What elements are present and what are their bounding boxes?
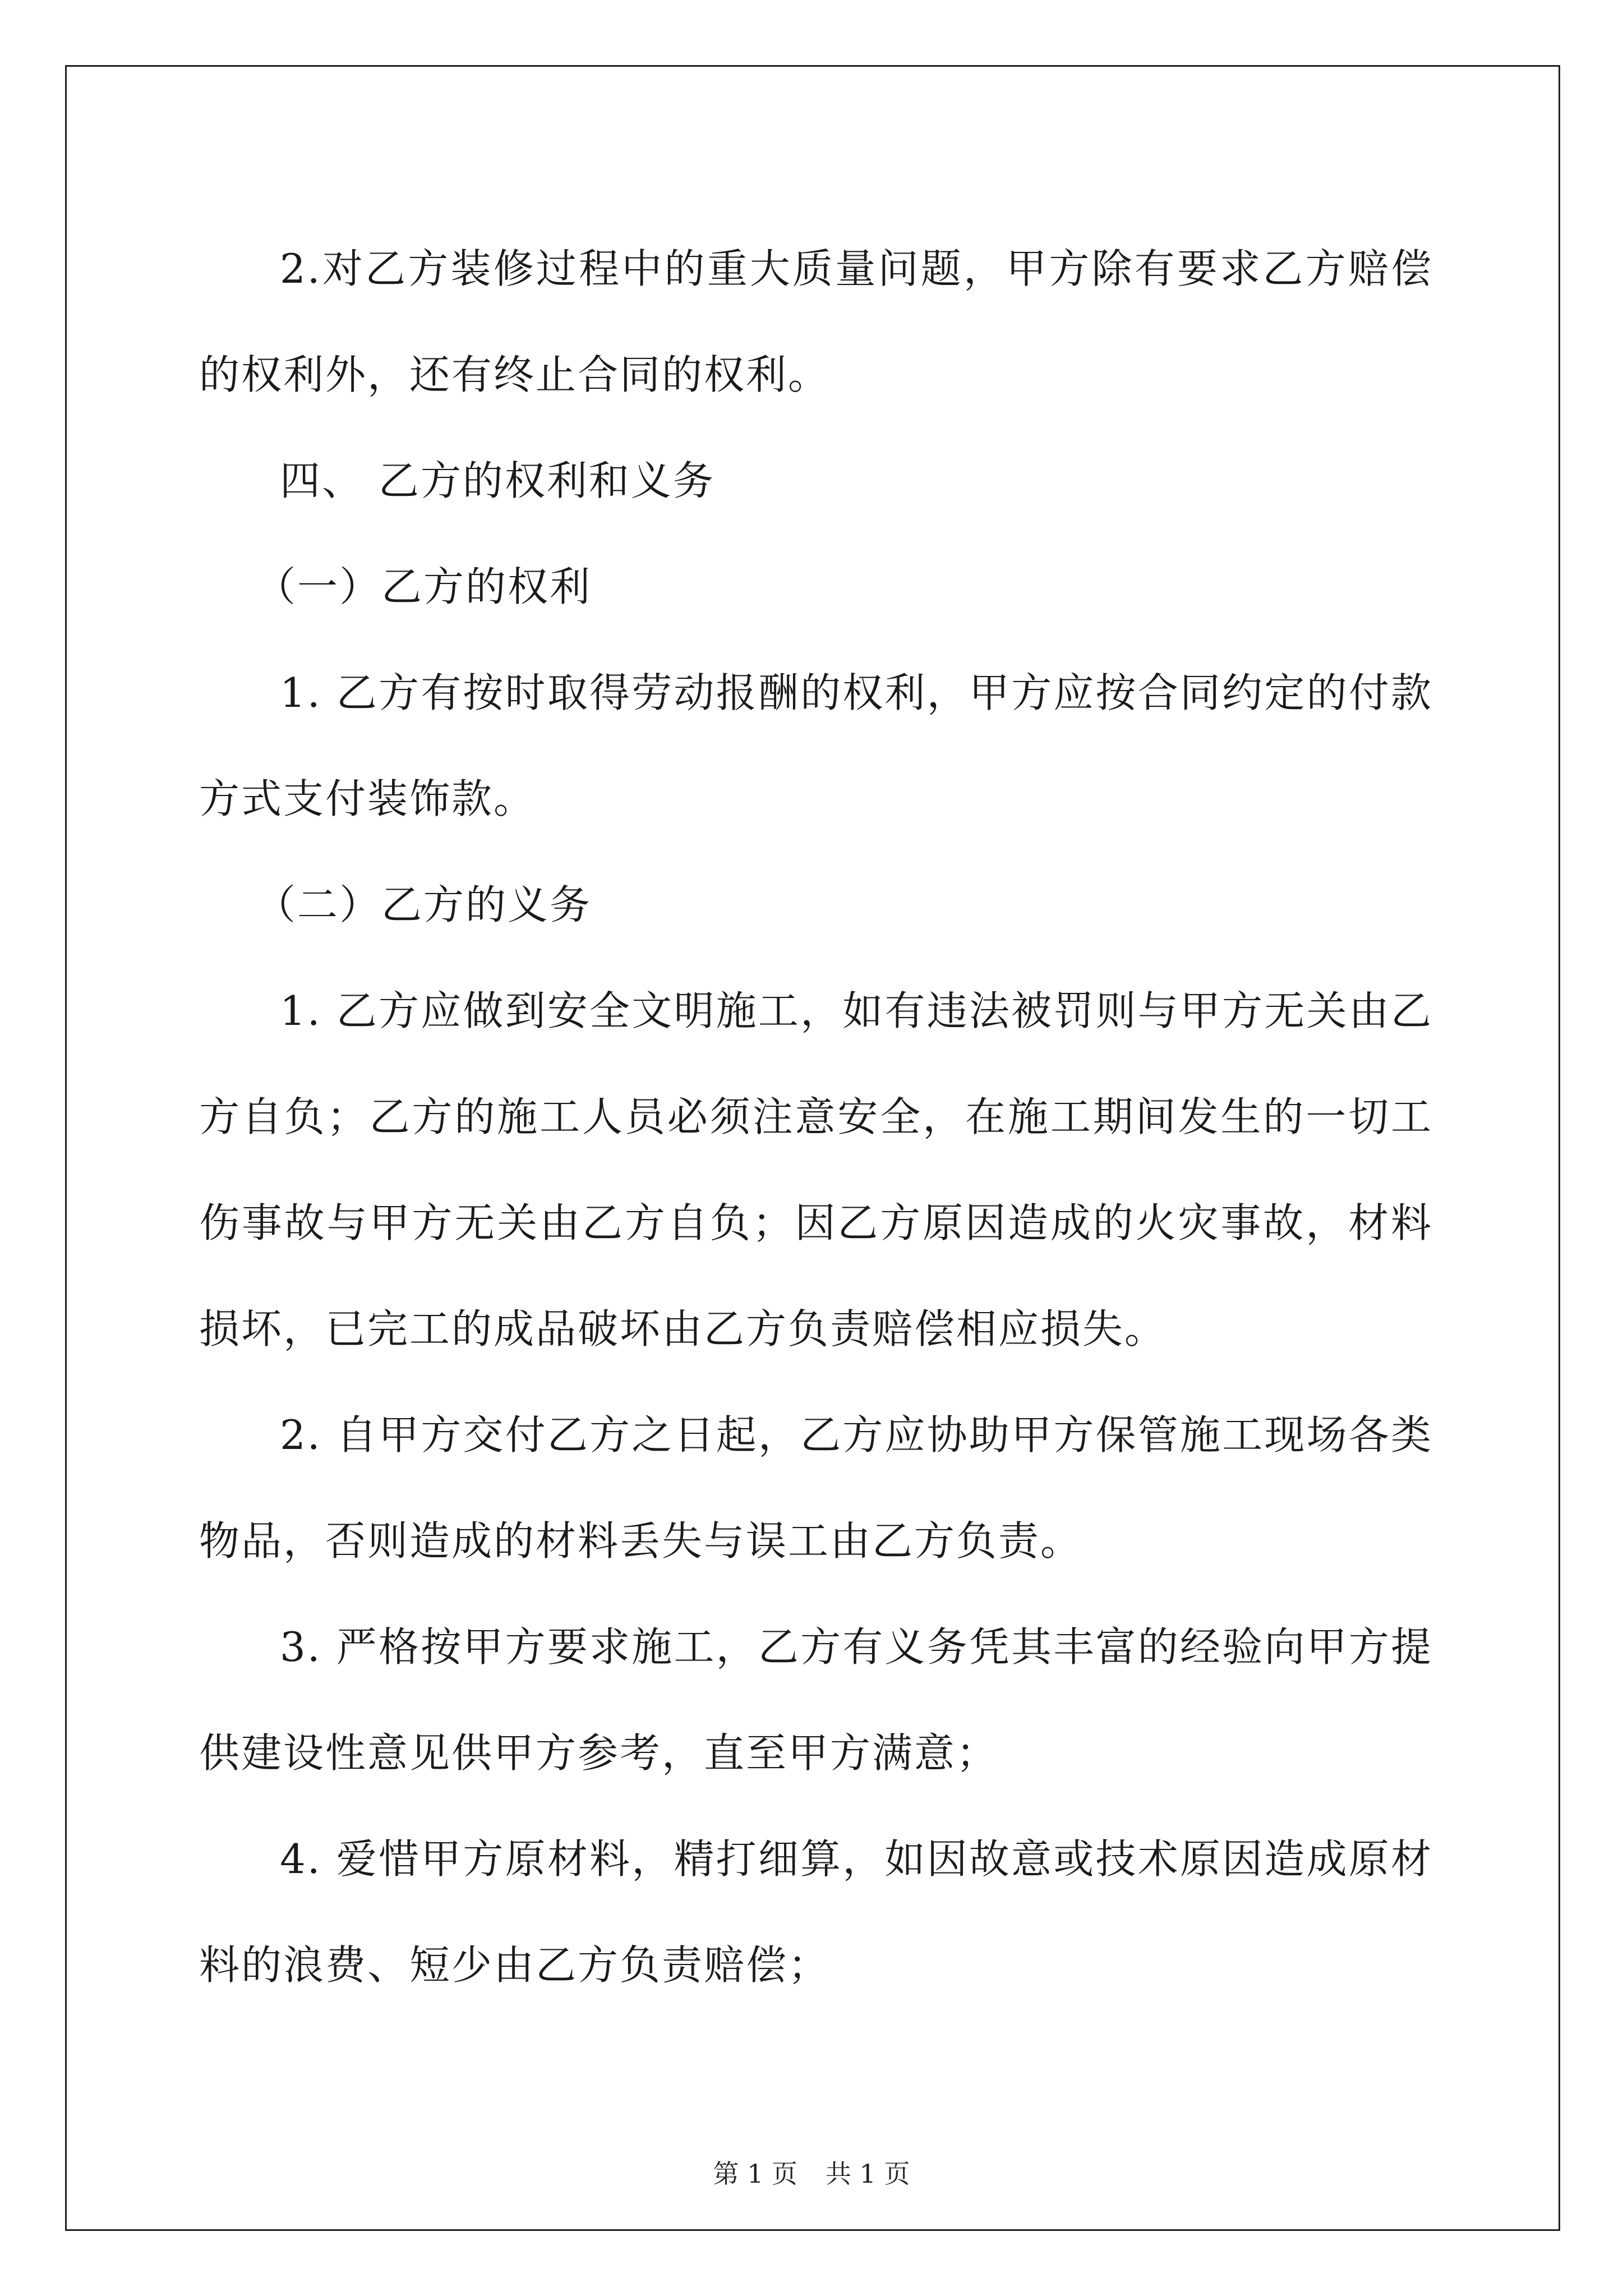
paragraph-duties-clause-3: 3. 严格按甲方要求施工，乙方有义务凭其丰富的经验向甲方提供建设性意见供甲方参考，直至甲方满意； xyxy=(199,1623,1433,1777)
page-number-current: 第 1 页 xyxy=(713,2159,797,2189)
paragraph-duties-clause-2: 2. 自甲方交付乙方之日起，乙方应协助甲方保管施工现场各类物品，否则造成的材料丢失与误工由乙方负责。 xyxy=(199,1411,1433,1565)
page-footer xyxy=(0,2157,1623,2191)
paragraph-clause-2-termination-right: 2.对乙方装修过程中的重大质量问题，甲方除有要求乙方赔偿的权利外，还有终止合同的权利。 xyxy=(199,245,1433,398)
page-number-total: 共 1 页 xyxy=(826,2159,910,2189)
document-body xyxy=(199,216,1433,2018)
paragraph-duties-clause-4: 4. 爱惜甲方原材料，精打细算，如因故意或技术原因造成原材料的浪费、短少由乙方负责赔偿； xyxy=(199,1835,1433,1989)
subheading-party-b-rights: （一）乙方的权利 xyxy=(255,563,592,610)
subheading-party-b-duties: （二）乙方的义务 xyxy=(255,881,592,928)
paragraph-rights-clause-1: 1. 乙方有按时取得劳动报酬的权利，甲方应按合同约定的付款方式支付装饰款。 xyxy=(199,669,1433,822)
section-heading-party-b-rights-duties: 四、 乙方的权利和义务 xyxy=(280,457,715,504)
paragraph-duties-clause-1: 1. 乙方应做到安全文明施工，如有违法被罚则与甲方无关由乙方自负；乙方的施工人员必须注意安全，在施工期间发生的一切工伤事故与甲方无关由乙方自负；因乙方原因造成的火灾事故，材料损坏，已完工的成品破坏由乙方负责赔偿相应损失。 xyxy=(199,987,1433,1352)
